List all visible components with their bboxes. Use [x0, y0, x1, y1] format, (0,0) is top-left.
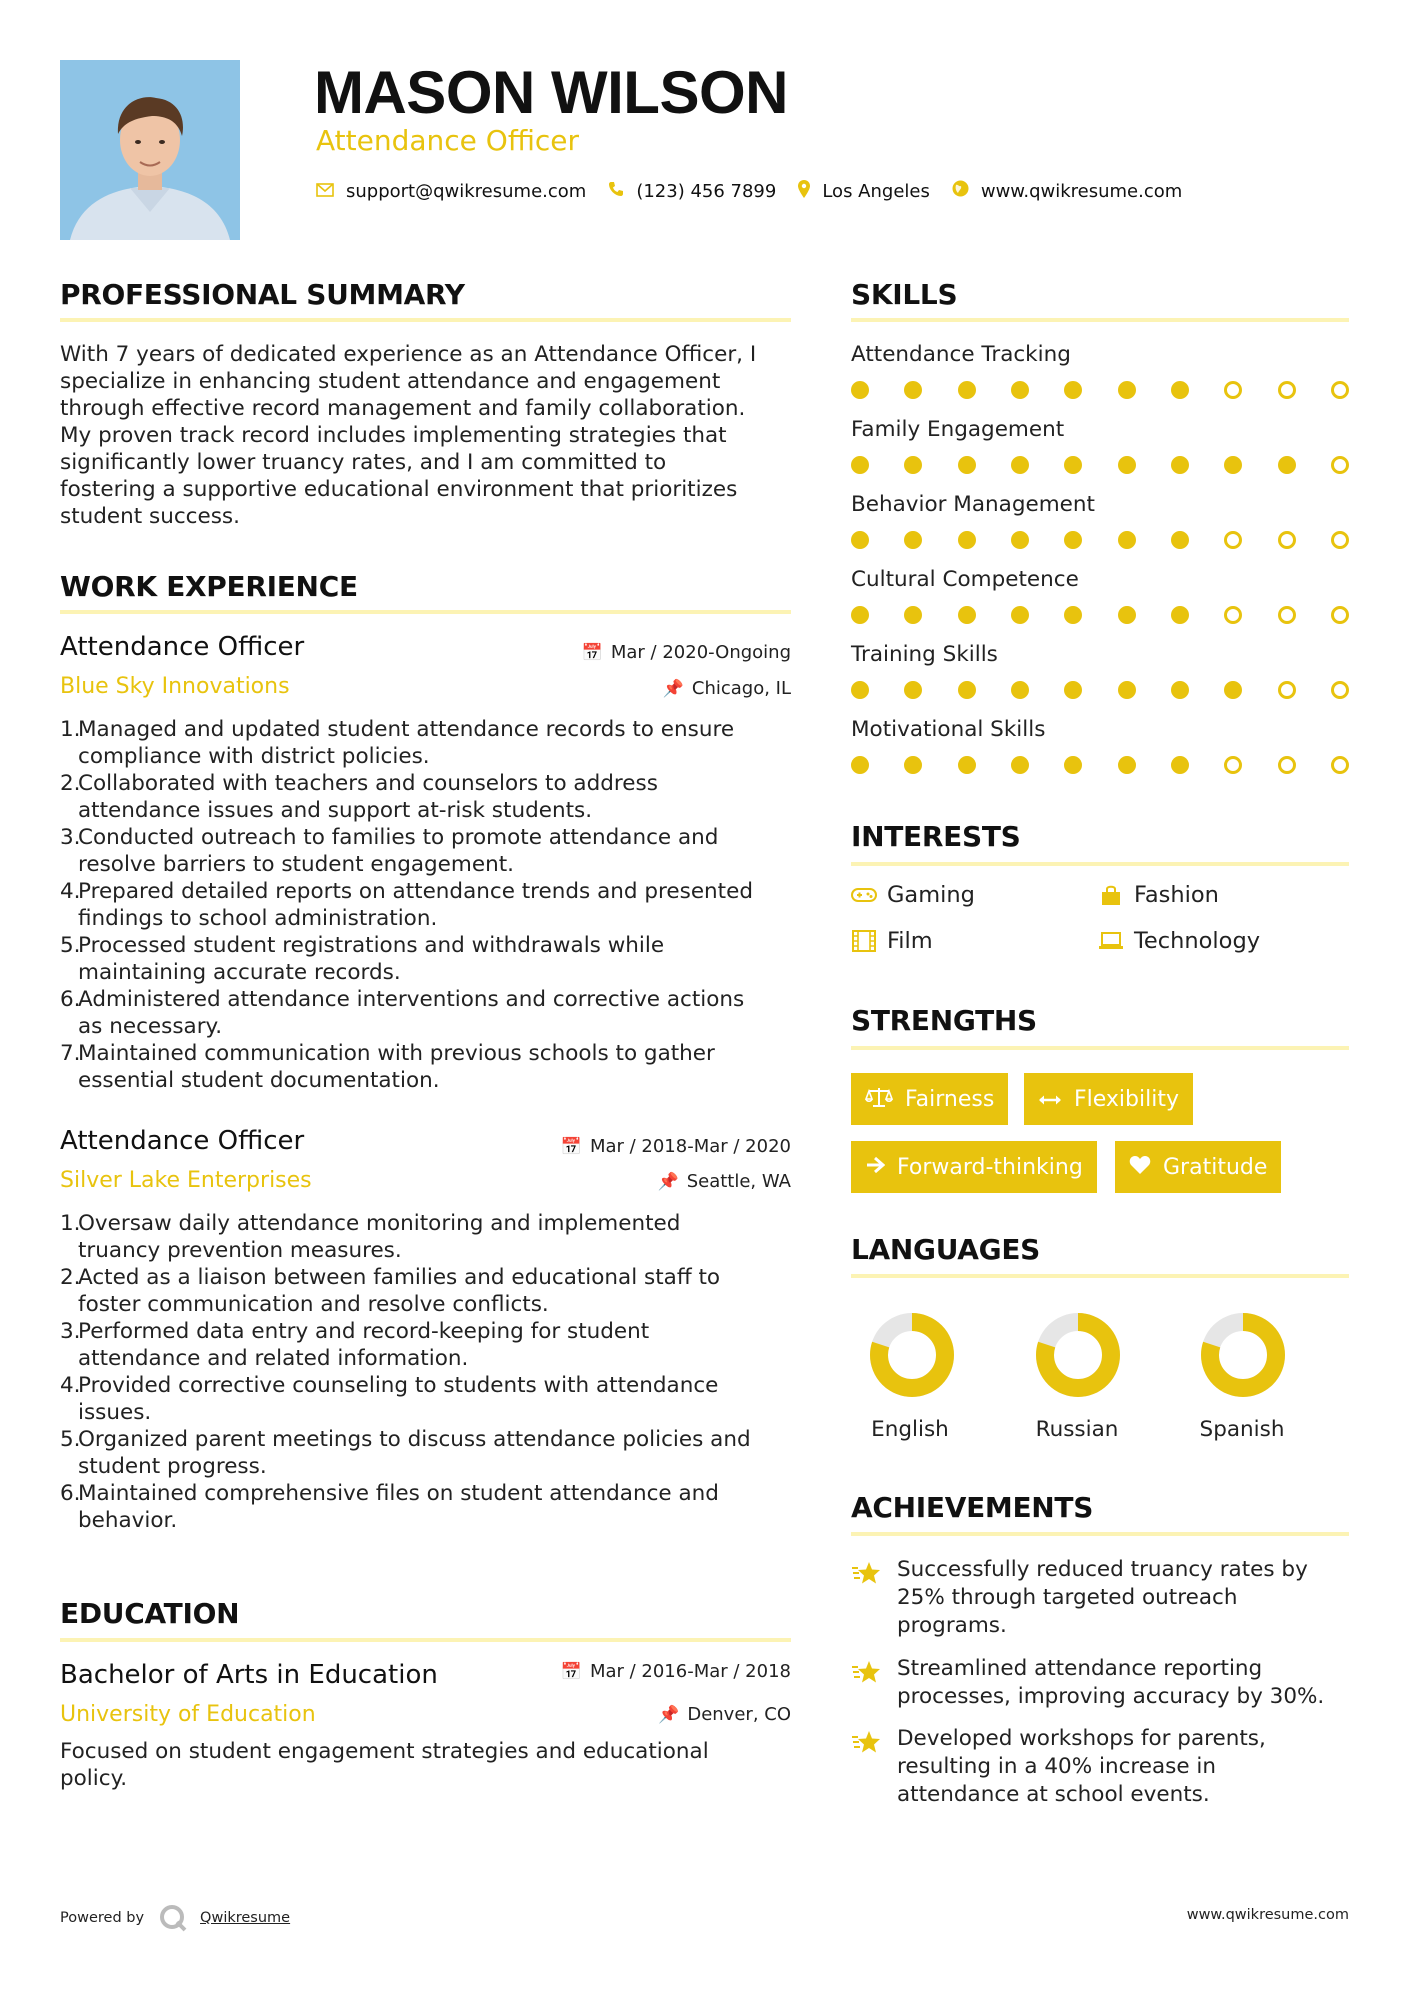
rating-dot-filled	[1011, 756, 1029, 774]
skill-rating	[851, 380, 1349, 400]
job-bullets	[60, 1210, 791, 1534]
brand-link[interactable]: Qwikresume	[200, 1910, 291, 1926]
achievement-item	[851, 1725, 1349, 1809]
rating-dot-empty	[1224, 756, 1242, 774]
language-gauge	[1035, 1312, 1121, 1398]
strength-label: Gratitude	[1163, 1154, 1268, 1180]
calendar-icon: 📅	[560, 1137, 582, 1157]
footer-website[interactable]: www.qwikresume.com	[1186, 1907, 1349, 1923]
rating-dot-filled	[904, 381, 922, 399]
contact-phone: (123) 456 7899	[636, 180, 777, 202]
education-dates	[561, 1661, 791, 1682]
job-bullets	[60, 716, 791, 1094]
education-divider	[60, 1638, 791, 1642]
list-item: 4. Prepared detailed reports on attendance trends and presented findings to school administration.	[60, 879, 753, 931]
rating-dot-filled	[904, 606, 922, 624]
rating-dot-filled	[1011, 381, 1029, 399]
language-donut	[869, 1312, 955, 1398]
language-label: Russian	[1035, 1417, 1119, 1442]
contact-website[interactable]: www.qwikresume.com	[980, 180, 1183, 202]
contact-email[interactable]: support@qwikresume.com	[346, 180, 587, 202]
rating-dot-filled	[1118, 381, 1136, 399]
experience-divider	[60, 610, 791, 614]
list-item: 7. Maintained communication with previous schools to gather essential student documentation.	[60, 1041, 715, 1093]
rating-dot-filled	[904, 756, 922, 774]
rating-dot-filled	[1011, 456, 1029, 474]
skill-rating	[851, 530, 1349, 550]
skill-rating	[851, 605, 1349, 625]
list-item: 6. Administered attendance interventions and corrective actions as necessary.	[60, 987, 745, 1039]
education-description: Focused on student engagement strategies and educational policy.	[60, 1739, 709, 1791]
arrow-right-icon	[865, 1155, 885, 1179]
strength-label: Fairness	[905, 1086, 995, 1112]
achievement-text: Successfully reduced truancy rates by 25% through targeted outreach programs.	[897, 1557, 1308, 1638]
school-name: University of Education	[60, 1702, 316, 1727]
job-title: Attendance Officer	[60, 632, 305, 662]
rating-dot-filled	[851, 756, 869, 774]
phone-icon	[608, 180, 624, 202]
job-dates-text: Mar / 2020-Ongoing	[610, 642, 791, 663]
heart-icon	[1129, 1155, 1151, 1180]
rating-dot-filled	[851, 681, 869, 699]
summary-line: specialize in enhancing student attendance and engagement	[60, 369, 721, 394]
languages-heading: LANGUAGES	[851, 1233, 1041, 1266]
rating-dot-filled	[958, 456, 976, 474]
job-title: Attendance Officer	[60, 1126, 305, 1156]
skill-name: Family Engagement	[851, 417, 1065, 442]
list-item: 2. Acted as a liaison between families and educational staff to foster communication and resolve conflicts.	[60, 1265, 721, 1317]
summary-divider	[60, 318, 791, 322]
star-icon	[851, 1556, 897, 1640]
pin-icon: 📌	[662, 679, 684, 699]
experience-heading: WORK EXPERIENCE	[60, 570, 358, 603]
rating-dot-filled	[851, 606, 869, 624]
candidate-name: MASON WILSON	[314, 59, 788, 126]
rating-dot-filled	[851, 531, 869, 549]
strength-label: Forward-thinking	[897, 1154, 1083, 1180]
map-marker-icon	[798, 180, 810, 203]
contact-bar	[316, 178, 1204, 204]
star-icon	[851, 1655, 897, 1711]
shopping-bag-icon	[1098, 884, 1124, 906]
job-location-text: Seattle, WA	[686, 1171, 791, 1192]
calendar-icon: 📅	[560, 1662, 582, 1682]
skill-rating	[851, 680, 1349, 700]
rating-dot-filled	[1011, 606, 1029, 624]
rating-dot-filled	[1278, 456, 1296, 474]
language-donut	[1200, 1312, 1286, 1398]
interest-label: Technology	[1134, 928, 1261, 954]
job-dates	[561, 1136, 791, 1157]
degree-title: Bachelor of Arts in Education	[60, 1660, 438, 1690]
rating-dot-empty	[1224, 381, 1242, 399]
strength-tag	[1115, 1141, 1281, 1193]
interests-divider	[851, 862, 1349, 866]
interest-item	[1098, 882, 1219, 908]
skill-rating	[851, 755, 1349, 775]
education-location	[658, 1704, 791, 1725]
job-company: Blue Sky Innovations	[60, 674, 290, 699]
rating-dot-filled	[904, 456, 922, 474]
achievement-item	[851, 1655, 1349, 1711]
job-location-text: Chicago, IL	[691, 678, 791, 699]
rating-dot-empty	[1331, 531, 1349, 549]
rating-dot-empty	[1278, 381, 1296, 399]
rating-dot-filled	[1064, 681, 1082, 699]
list-item: 4. Provided corrective counseling to students with attendance issues.	[60, 1373, 719, 1425]
list-item: 6. Maintained comprehensive files on student attendance and behavior.	[60, 1481, 719, 1533]
achievements-heading: ACHIEVEMENTS	[851, 1491, 1094, 1524]
rating-dot-filled	[1011, 681, 1029, 699]
rating-dot-filled	[1118, 456, 1136, 474]
summary-line: through effective record management and family collaboration.	[60, 396, 746, 421]
strengths-divider	[851, 1046, 1349, 1050]
arrows-horizontal-icon	[1038, 1087, 1062, 1111]
rating-dot-filled	[1224, 456, 1242, 474]
rating-dot-filled	[958, 531, 976, 549]
language-donut	[1035, 1312, 1121, 1398]
rating-dot-empty	[1278, 606, 1296, 624]
rating-dot-empty	[1224, 606, 1242, 624]
rating-dot-filled	[1118, 606, 1136, 624]
skills-heading: SKILLS	[851, 278, 958, 311]
rating-dot-filled	[958, 381, 976, 399]
achievement-item	[851, 1556, 1349, 1640]
portrait-image	[60, 60, 240, 240]
balance-scale-icon	[865, 1086, 893, 1113]
calendar-icon: 📅	[581, 643, 603, 663]
list-item: 3. Performed data entry and record-keeping for student attendance and related information.	[60, 1319, 650, 1371]
rating-dot-filled	[851, 456, 869, 474]
rating-dot-empty	[1331, 606, 1349, 624]
gamepad-icon	[851, 887, 877, 903]
job-location	[658, 1171, 791, 1192]
job-location	[663, 678, 791, 699]
rating-dot-filled	[1118, 531, 1136, 549]
laptop-icon	[1098, 932, 1124, 950]
job-company: Silver Lake Enterprises	[60, 1168, 312, 1193]
globe-icon	[952, 180, 969, 202]
job-dates-text: Mar / 2018-Mar / 2020	[589, 1136, 791, 1157]
rating-dot-filled	[904, 681, 922, 699]
rating-dot-filled	[1224, 681, 1242, 699]
languages-divider	[851, 1274, 1349, 1278]
rating-dot-empty	[1331, 381, 1349, 399]
achievement-text: Developed workshops for parents, resulting in a 40% increase in attendance at school events.	[897, 1726, 1266, 1807]
rating-dot-filled	[1064, 756, 1082, 774]
rating-dot-filled	[1171, 456, 1189, 474]
rating-dot-empty	[1331, 681, 1349, 699]
education-dates-text: Mar / 2016-Mar / 2018	[589, 1661, 791, 1682]
rating-dot-filled	[1064, 606, 1082, 624]
achievements-divider	[851, 1532, 1349, 1536]
contact-location: Los Angeles	[822, 180, 930, 202]
language-gauge	[1200, 1312, 1286, 1398]
rating-dot-empty	[1278, 756, 1296, 774]
footer-powered	[60, 1904, 290, 1932]
strength-tag	[1024, 1073, 1193, 1125]
achievement-text: Streamlined attendance reporting processes, improving accuracy by 30%.	[897, 1656, 1325, 1709]
list-item: 2. Collaborated with teachers and counselors to address attendance issues and support at-risk students.	[60, 771, 658, 823]
rating-dot-filled	[1064, 531, 1082, 549]
skills-divider	[851, 318, 1349, 322]
skill-name: Training Skills	[851, 642, 998, 667]
list-item: 1. Managed and updated student attendance records to ensure compliance with district policies.	[60, 717, 735, 769]
interest-item	[851, 882, 975, 908]
pin-icon: 📌	[657, 1172, 679, 1192]
strength-tag	[851, 1073, 1008, 1125]
rating-dot-filled	[851, 381, 869, 399]
rating-dot-filled	[1118, 681, 1136, 699]
rating-dot-filled	[1064, 381, 1082, 399]
star-icon	[851, 1725, 897, 1809]
rating-dot-filled	[1011, 531, 1029, 549]
summary-text	[60, 341, 791, 530]
rating-dot-filled	[958, 756, 976, 774]
summary-line: student success.	[60, 504, 240, 529]
summary-line: fostering a supportive educational environment that prioritizes	[60, 477, 738, 502]
rating-dot-empty	[1224, 531, 1242, 549]
rating-dot-empty	[1278, 531, 1296, 549]
rating-dot-filled	[1171, 606, 1189, 624]
skill-name: Cultural Competence	[851, 567, 1079, 592]
envelope-icon	[316, 180, 334, 202]
skill-name: Motivational Skills	[851, 717, 1046, 742]
strength-tag	[851, 1141, 1097, 1193]
list-item: 3. Conducted outreach to families to promote attendance and resolve barriers to student engagement.	[60, 825, 719, 877]
skill-name: Attendance Tracking	[851, 342, 1071, 367]
skill-name: Behavior Management	[851, 492, 1095, 517]
interest-item	[1098, 928, 1260, 954]
rating-dot-filled	[904, 531, 922, 549]
rating-dot-filled	[1171, 381, 1189, 399]
job-dates	[582, 642, 791, 663]
rating-dot-empty	[1331, 456, 1349, 474]
rating-dot-filled	[958, 681, 976, 699]
rating-dot-empty	[1331, 756, 1349, 774]
education-heading: EDUCATION	[60, 1597, 240, 1630]
strength-label: Flexibility	[1074, 1086, 1179, 1112]
rating-dot-empty	[1278, 681, 1296, 699]
rating-dot-filled	[958, 606, 976, 624]
list-item: 5. Organized parent meetings to discuss attendance policies and student progress.	[60, 1427, 751, 1479]
interest-label: Film	[887, 928, 933, 954]
skill-rating	[851, 455, 1349, 475]
film-icon	[851, 930, 877, 952]
candidate-title: Attendance Officer	[316, 124, 580, 157]
education-location-text: Denver, CO	[687, 1704, 791, 1725]
rating-dot-filled	[1118, 756, 1136, 774]
rating-dot-filled	[1064, 456, 1082, 474]
qwikresume-logo-icon	[158, 1904, 188, 1932]
interest-label: Fashion	[1134, 882, 1219, 908]
interests-heading: INTERESTS	[851, 820, 1021, 853]
pin-icon: 📌	[658, 1705, 680, 1725]
language-gauge	[869, 1312, 955, 1398]
summary-heading: PROFESSIONAL SUMMARY	[60, 278, 465, 311]
list-item: 1. Oversaw daily attendance monitoring and implemented truancy prevention measures.	[60, 1211, 681, 1263]
summary-line: significantly lower truancy rates, and I am committed to	[60, 450, 667, 475]
list-item: 5. Processed student registrations and withdrawals while maintaining accurate records.	[60, 933, 665, 985]
rating-dot-filled	[1171, 681, 1189, 699]
summary-line: With 7 years of dedicated experience as an Attendance Officer, I	[60, 342, 757, 367]
interest-item	[851, 928, 933, 954]
rating-dot-filled	[1171, 531, 1189, 549]
profile-photo	[60, 60, 240, 240]
powered-by-label: Powered by	[60, 1910, 145, 1926]
rating-dot-filled	[1171, 756, 1189, 774]
interest-label: Gaming	[887, 882, 975, 908]
summary-line: My proven track record includes implementing strategies that	[60, 423, 727, 448]
language-label: Spanish	[1199, 1417, 1285, 1442]
strengths-heading: STRENGTHS	[851, 1004, 1037, 1037]
language-label: English	[871, 1417, 949, 1442]
